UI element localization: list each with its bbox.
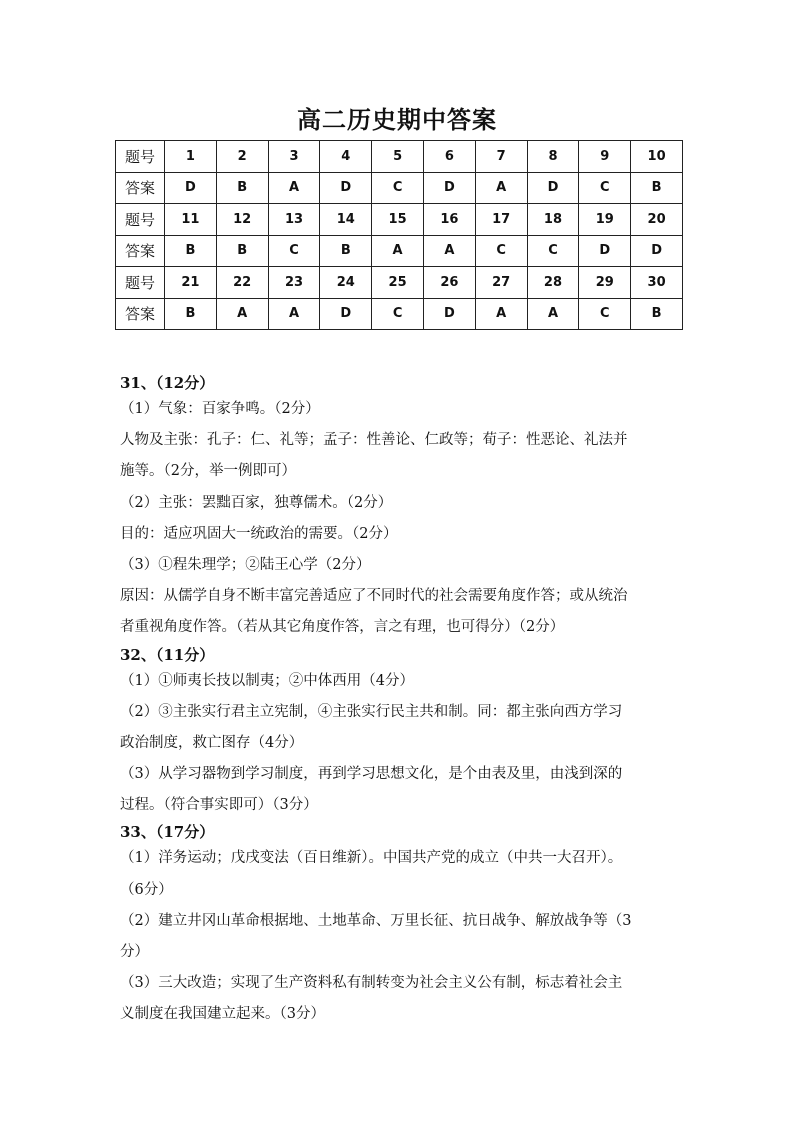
question-number: 29 xyxy=(579,267,631,299)
answer-cell: B xyxy=(216,235,268,267)
question-number: 27 xyxy=(475,267,527,299)
answer-cell: A xyxy=(216,298,268,330)
answer-line: （3）①程朱理学；②陆王心学（2分） xyxy=(120,556,371,573)
answer-line: 分） xyxy=(120,944,149,960)
answer-line: （2）③主张实行君主立宪制，④主张实行民主共和制。同：都主张向西方学习 xyxy=(120,703,623,720)
answer-cell: C xyxy=(527,235,579,267)
answer-line: 目的：适应巩固大一统政治的需要。（2分） xyxy=(120,525,398,542)
question-31-block xyxy=(120,372,680,644)
answer-line: （3）从学习器物到学习制度，再到学习思想文化，是个由表及里，由浅到深的 xyxy=(120,766,623,783)
answer-table xyxy=(115,140,683,330)
answer-cell: C xyxy=(268,235,320,267)
row-label-answer: 答案 xyxy=(116,298,165,330)
question-number: 15 xyxy=(372,204,424,236)
question-number: 7 xyxy=(475,141,527,173)
answer-cell: C xyxy=(372,172,424,204)
answer-cell: D xyxy=(423,172,475,204)
answer-line: （6分） xyxy=(120,881,173,898)
answer-cell: A xyxy=(372,235,424,267)
answer-cell: B xyxy=(216,172,268,204)
answer-cell: A xyxy=(423,235,475,267)
table-row-answers xyxy=(116,172,683,204)
answer-line: 过程。（符合事实即可）（3分） xyxy=(120,797,318,814)
answer-cell: D xyxy=(579,235,631,267)
answer-explanations xyxy=(120,372,680,1031)
answer-line: （2）主张：罢黜百家，独尊儒术。（2分） xyxy=(120,494,393,511)
question-number: 20 xyxy=(631,204,683,236)
question-number: 25 xyxy=(372,267,424,299)
question-number: 11 xyxy=(165,204,217,236)
answer-cell: D xyxy=(320,172,372,204)
question-number: 23 xyxy=(268,267,320,299)
table-row-answers xyxy=(116,235,683,267)
question-number: 13 xyxy=(268,204,320,236)
answer-cell: C xyxy=(579,172,631,204)
table-row-numbers xyxy=(116,204,683,236)
question-number: 3 xyxy=(268,141,320,173)
answer-cell: A xyxy=(527,298,579,330)
question-number: 24 xyxy=(320,267,372,299)
question-number: 16 xyxy=(423,204,475,236)
answer-line: 人物及主张：孔子：仁、礼等；孟子：性善论、仁政等；荀子：性恶论、礼法并 xyxy=(120,432,628,449)
answer-line: （1）①师夷长技以制夷；②中体西用（4分） xyxy=(120,672,414,689)
answer-cell: D xyxy=(527,172,579,204)
question-number: 28 xyxy=(527,267,579,299)
answer-line: （2）建立井冈山革命根据地、土地革命、万里长征、抗日战争、解放战争等（3 xyxy=(120,912,632,929)
answer-cell: A xyxy=(475,172,527,204)
question-33-block xyxy=(120,821,680,1030)
table-row-numbers xyxy=(116,267,683,299)
answer-cell: B xyxy=(631,298,683,330)
answer-cell: A xyxy=(475,298,527,330)
answer-line: （1）气象：百家争鸣。（2分） xyxy=(120,401,320,417)
answer-cell: C xyxy=(475,235,527,267)
answer-cell: B xyxy=(165,298,217,330)
answer-line: 原因：从儒学自身不断丰富完善适应了不同时代的社会需要角度作答；或从统治 xyxy=(120,588,628,605)
answer-cell: C xyxy=(372,298,424,330)
question-number: 10 xyxy=(631,141,683,173)
question-number: 4 xyxy=(320,141,372,173)
question-number: 8 xyxy=(527,141,579,173)
question-heading: 32、（11分） xyxy=(120,645,215,664)
question-number: 6 xyxy=(423,141,475,173)
question-number: 26 xyxy=(423,267,475,299)
answer-line: 者重视角度作答。（若从其它角度作答，言之有理，也可得分）（2分） xyxy=(120,619,565,636)
question-number: 14 xyxy=(320,204,372,236)
answer-cell: A xyxy=(268,298,320,330)
question-number: 1 xyxy=(165,141,217,173)
question-number: 21 xyxy=(165,267,217,299)
answer-cell: C xyxy=(579,298,631,330)
row-label-question: 题号 xyxy=(116,204,165,236)
table-row-numbers xyxy=(116,141,683,173)
answer-line: 义制度在我国建立起来。（3分） xyxy=(120,1006,325,1023)
answer-cell: A xyxy=(268,172,320,204)
question-number: 9 xyxy=(579,141,631,173)
answer-cell: D xyxy=(423,298,475,330)
question-number: 12 xyxy=(216,204,268,236)
question-number: 2 xyxy=(216,141,268,173)
answer-cell: D xyxy=(631,235,683,267)
page-title: 高二历史期中答案 xyxy=(297,105,497,134)
answer-cell: B xyxy=(165,235,217,267)
question-number: 30 xyxy=(631,267,683,299)
question-number: 5 xyxy=(372,141,424,173)
row-label-question: 题号 xyxy=(116,141,165,173)
answer-line: 政治制度，救亡图存（4分） xyxy=(120,734,304,751)
answer-line: （3）三大改造；实现了生产资料私有制转变为社会主义公有制，标志着社会主 xyxy=(120,975,623,992)
table-row-answers xyxy=(116,298,683,330)
answer-cell: B xyxy=(320,235,372,267)
answer-cell: B xyxy=(631,172,683,204)
row-label-answer: 答案 xyxy=(116,172,165,204)
question-number: 17 xyxy=(475,204,527,236)
row-label-answer: 答案 xyxy=(116,235,165,267)
question-heading: 31、（12分） xyxy=(120,374,215,392)
row-label-question: 题号 xyxy=(116,267,165,299)
answer-cell: D xyxy=(320,298,372,330)
question-32-block xyxy=(120,644,680,822)
question-heading: 33、（17分） xyxy=(120,823,215,842)
question-number: 19 xyxy=(579,204,631,236)
answer-cell: D xyxy=(165,172,217,204)
answer-line: （1）洋务运动；戊戌变法（百日维新）。中国共产党的成立（中共一大召开）。 xyxy=(120,850,623,867)
question-number: 22 xyxy=(216,267,268,299)
question-number: 18 xyxy=(527,204,579,236)
answer-line: 施等。（2分，举一例即可） xyxy=(120,463,296,480)
